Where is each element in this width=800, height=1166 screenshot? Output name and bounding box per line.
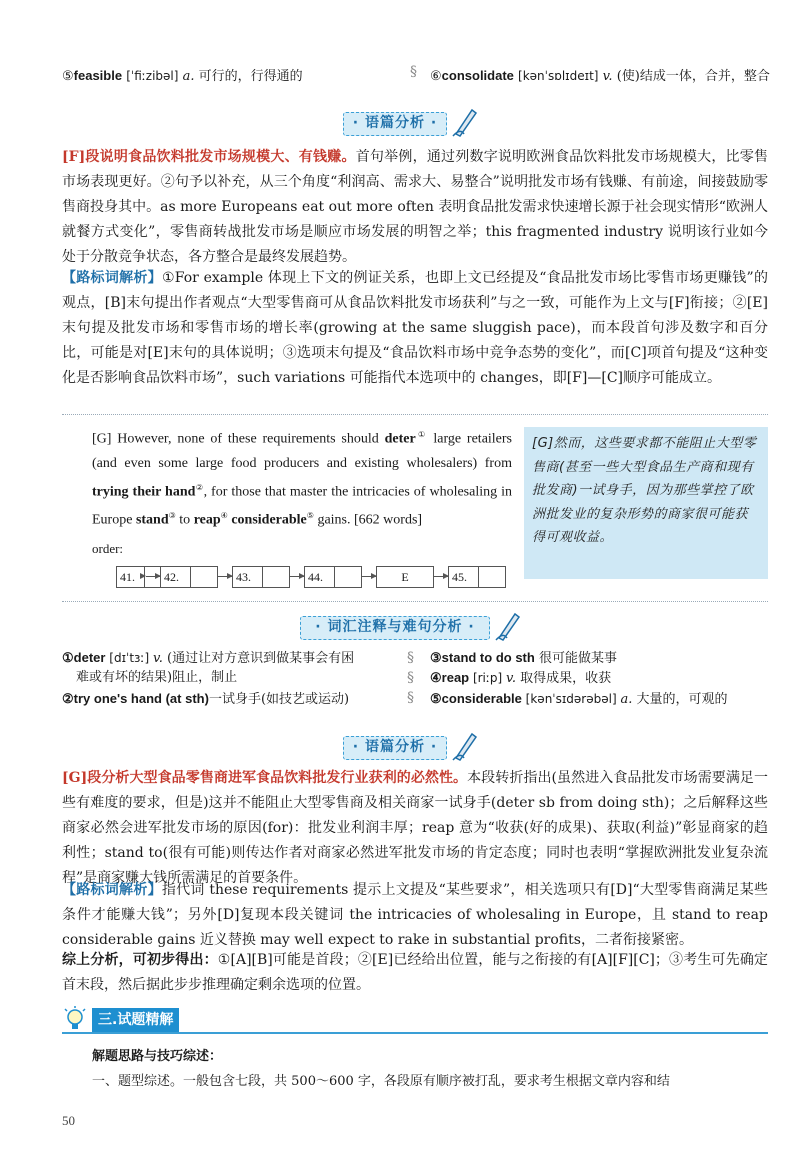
vocab-stand-to (430, 648, 617, 669)
roadmap-f-analysis (62, 266, 768, 391)
slot-divider (144, 566, 145, 588)
paragraph-g-analysis (62, 766, 768, 891)
keyword-reap: reap (193, 512, 221, 528)
vocab-word: ③stand to do sth (430, 650, 535, 665)
dotted-divider (62, 414, 768, 415)
page-number: 50 (62, 1113, 75, 1128)
vocab-meaning: (通过让对方意识到做某事会有困 (162, 651, 355, 666)
note-marker: ① (415, 430, 428, 439)
order-label: order: (92, 541, 124, 556)
vocab-meaning: 一试身手(如技艺或运动) (208, 692, 350, 707)
slot-answer: E (401, 570, 409, 584)
slot-number: 44. (308, 570, 323, 584)
keyword-considerable: considerable (231, 512, 307, 528)
slot-divider (478, 566, 479, 588)
paragraph-body: 首句举例，通过列数字说明欧洲食品饮料批发市场规模大，比零售市场表现更好。②句予以补充，从三个角度“利润高、需求大、易整合”说明批发市场有钱赚、有前途，间接鼓励零售商投身其中。as more Europeans eat out more often 表明食品批发需求快速增长源于社会现实情形“欧洲人就餐方式变化”，零售商转战批发市场是顺应市场发展的明智之举；this fragmented industry 说明该行业如今处于分散竞争状态，各方整合是最终发展趋势。 (62, 149, 769, 265)
translation-box: [G]然而，这些要求都不能阻止大型零售商(甚至一些大型食品生产商和现有批发商)一试身手，因为那些掌控了欧洲批发业的复杂形势的商家很可能获得可观收益。 (524, 427, 768, 579)
slot-divider (262, 566, 263, 588)
text-run: [G] However, none of these requirements should (92, 431, 385, 447)
vocab-feasible (62, 66, 303, 87)
vocab-pos: v. (506, 671, 516, 686)
vocab-pos: a. (182, 69, 195, 84)
roadmap-tag: 【路标词解析】 (62, 270, 162, 286)
vocab-word: ②try one's hand (at sth) (62, 691, 209, 706)
roadmap-body: ①For example 体现上下文的例证关系，也即上文已经提及“食品批发市场比零售市场更赚钱”的观点，[B]末句提出作者观点“大型零售商可从食品饮料批发市场获利”与之一致，可能作为上文与[F]衔接；②[E]末句提及批发市场和零售市场的增长率(growing at the same sluggish pace)，而本段首句涉及数字和百分比，可能是对[E]末句的具体说明；③选项末句提及“食品饮料市场中竞争态势的变化”，而[C]项首句提及“这种变化是否影响食品饮料市场”，such variations 可能指代本选项中的 changes，即[F]—[C]顺序可能成立。 (62, 270, 768, 386)
vocab-meaning: (使)结成一体，合并，整合 (616, 69, 770, 84)
vocab-word: ①deter (62, 650, 106, 665)
divider-wave-icon: § § § (407, 650, 414, 706)
note-marker: ④ (220, 511, 228, 521)
vocab-reap (430, 668, 611, 689)
slot-number: 42. (164, 570, 179, 584)
slot-divider (190, 566, 191, 588)
divider-wave-icon: § (410, 64, 417, 80)
lightbulb-icon (62, 1006, 88, 1034)
arrow (146, 576, 160, 577)
summary-lead: 综上分析，可初步得出： (62, 952, 218, 968)
order-slot-42[interactable] (160, 566, 218, 588)
vocab-phonetic: [riːp] (469, 671, 507, 685)
section-title: 三.试题精解 (92, 1008, 179, 1032)
note-marker: ⑤ (306, 511, 314, 521)
passage-analysis-badge: · 语篇分析 · (343, 112, 447, 136)
passage-analysis-badge: · 语篇分析 · (343, 736, 447, 760)
method-paragraph (92, 1071, 768, 1093)
roadmap-g-analysis (62, 878, 768, 953)
order-slot-43[interactable] (232, 566, 290, 588)
roadmap-body: 指代词 these requirements 提示上文提及“某些要求”，相关选项只有[D]“大型零售商满足某些条件才能赚大钱”；另外[D]复现本段关键词 the intricacies of wholesaling in Europe，且 stand to reap considerable gains 近义替换 may well expect to rake in substantial profits，二者衔接紧密。 (62, 882, 769, 948)
order-slot-45[interactable] (448, 566, 506, 588)
vocab-meaning: 难或有坏的结果)阻止，制止 (76, 670, 238, 685)
method-title: 解题思路与技巧综述： (92, 1049, 223, 1064)
arrow (218, 576, 232, 577)
text-run: gains. [662 words] (313, 512, 423, 528)
paragraph-heading: [F]段说明食品饮料批发市场规模大、有钱赚。 (62, 149, 356, 165)
vocab-word: ④reap (430, 670, 470, 685)
keyword-deter: deter (384, 431, 416, 447)
arrow (362, 576, 376, 577)
roadmap-tag: 【路标词解析】 (62, 882, 162, 898)
vocab-pos: v. (602, 69, 613, 84)
keyword-try-their-hand: trying their hand (92, 484, 196, 500)
vocab-deter (62, 648, 354, 669)
slot-number: 43. (236, 570, 251, 584)
vocab-num: ⑥ (430, 69, 442, 84)
text-run: to (175, 512, 194, 528)
arrow (434, 576, 448, 577)
vocab-pos: v. (152, 651, 163, 666)
slot-divider (334, 566, 335, 588)
vocab-num: ⑤ (62, 69, 74, 84)
summary-paragraph (62, 948, 768, 998)
vocab-word: feasible (73, 68, 123, 83)
section-header (62, 1006, 768, 1034)
paragraph-f-analysis (62, 145, 768, 270)
vocab-phonetic: [kənˈsɪdərəbəl] (521, 692, 621, 706)
pen-icon (493, 608, 523, 642)
vocab-meaning: 很可能做某事 (534, 651, 617, 666)
vocab-meaning: 取得成果，收获 (515, 671, 612, 686)
passage-g-text (92, 423, 512, 533)
vocab-pos: a. (620, 692, 633, 707)
vocab-try-ones-hand (62, 689, 349, 710)
pen-icon (450, 728, 480, 762)
slot-number: 45. (452, 570, 467, 584)
vocab-phonetic: [dɪˈtɜː] (105, 651, 153, 665)
note-marker: ② (195, 482, 204, 492)
paragraph-body: 本段转折指出(虽然进入食品批发市场需要满足一些有难度的要求，但是)这并不能阻止大型零售商及相关商家一试身手(deter sb from doing sth)；之后解释这些商家必然会进军批发市场的原因(for)：批发业利润丰厚；reap 意为“收获(好的成果)、获取(利益)”彰显商家的趋利性；stand to(很有可能)则传达作者对商家必然进军批发市场的肯定态度；同时也表明“掌握欧洲批发业复杂流程”是商家赚大钱所需满足的首要条件。 (62, 770, 768, 886)
paragraph-heading: [G]段分析大型食品零售商进军食品饮料批发行业获利的必然性。 (62, 770, 468, 786)
arrow (290, 576, 304, 577)
order-slot-44[interactable] (304, 566, 362, 588)
note-marker: ③ (168, 511, 176, 521)
text-run: large retailers (and even some large food producers and existing wholesalers) from (92, 431, 513, 471)
order-slot-fixed-e (376, 566, 434, 588)
vocab-notes-badge: · 词汇注释与难句分析 · (300, 616, 490, 640)
vocab-word: consolidate (441, 68, 514, 83)
vocab-meaning: 大量的，可观的 (632, 692, 728, 707)
vocab-phonetic: [kənˈsɒlɪdeɪt] (518, 69, 599, 83)
vocab-consolidate (430, 66, 770, 87)
summary-body: ①[A][B]可能是首段；②[E]已经给出位置，能与之衔接的有[A][F][C]；③考生可先确定首末段，然后据此步步推理确定剩余选项的位置。 (62, 952, 769, 993)
method-lead: 一、题型综述。 (92, 1074, 184, 1089)
vocab-phonetic: [ˈfiːzibəl] (126, 69, 179, 83)
method-body: 一般包含七段，共 500～600 字，各段原有顺序被打乱，要求考生根据文章内容和结 (183, 1074, 670, 1089)
vocab-meaning: 可行的，行得通的 (198, 69, 303, 84)
dotted-divider (62, 601, 768, 602)
slot-number: 41. (120, 570, 135, 584)
keyword-stand: stand (135, 512, 169, 528)
pen-icon (450, 104, 480, 138)
vocab-considerable (430, 689, 727, 710)
text-run: , for those that master the intricacies of wholesaling in Europe (92, 484, 512, 528)
vocab-deter-cont (76, 668, 237, 688)
vocab-word: ⑤considerable (430, 691, 522, 706)
